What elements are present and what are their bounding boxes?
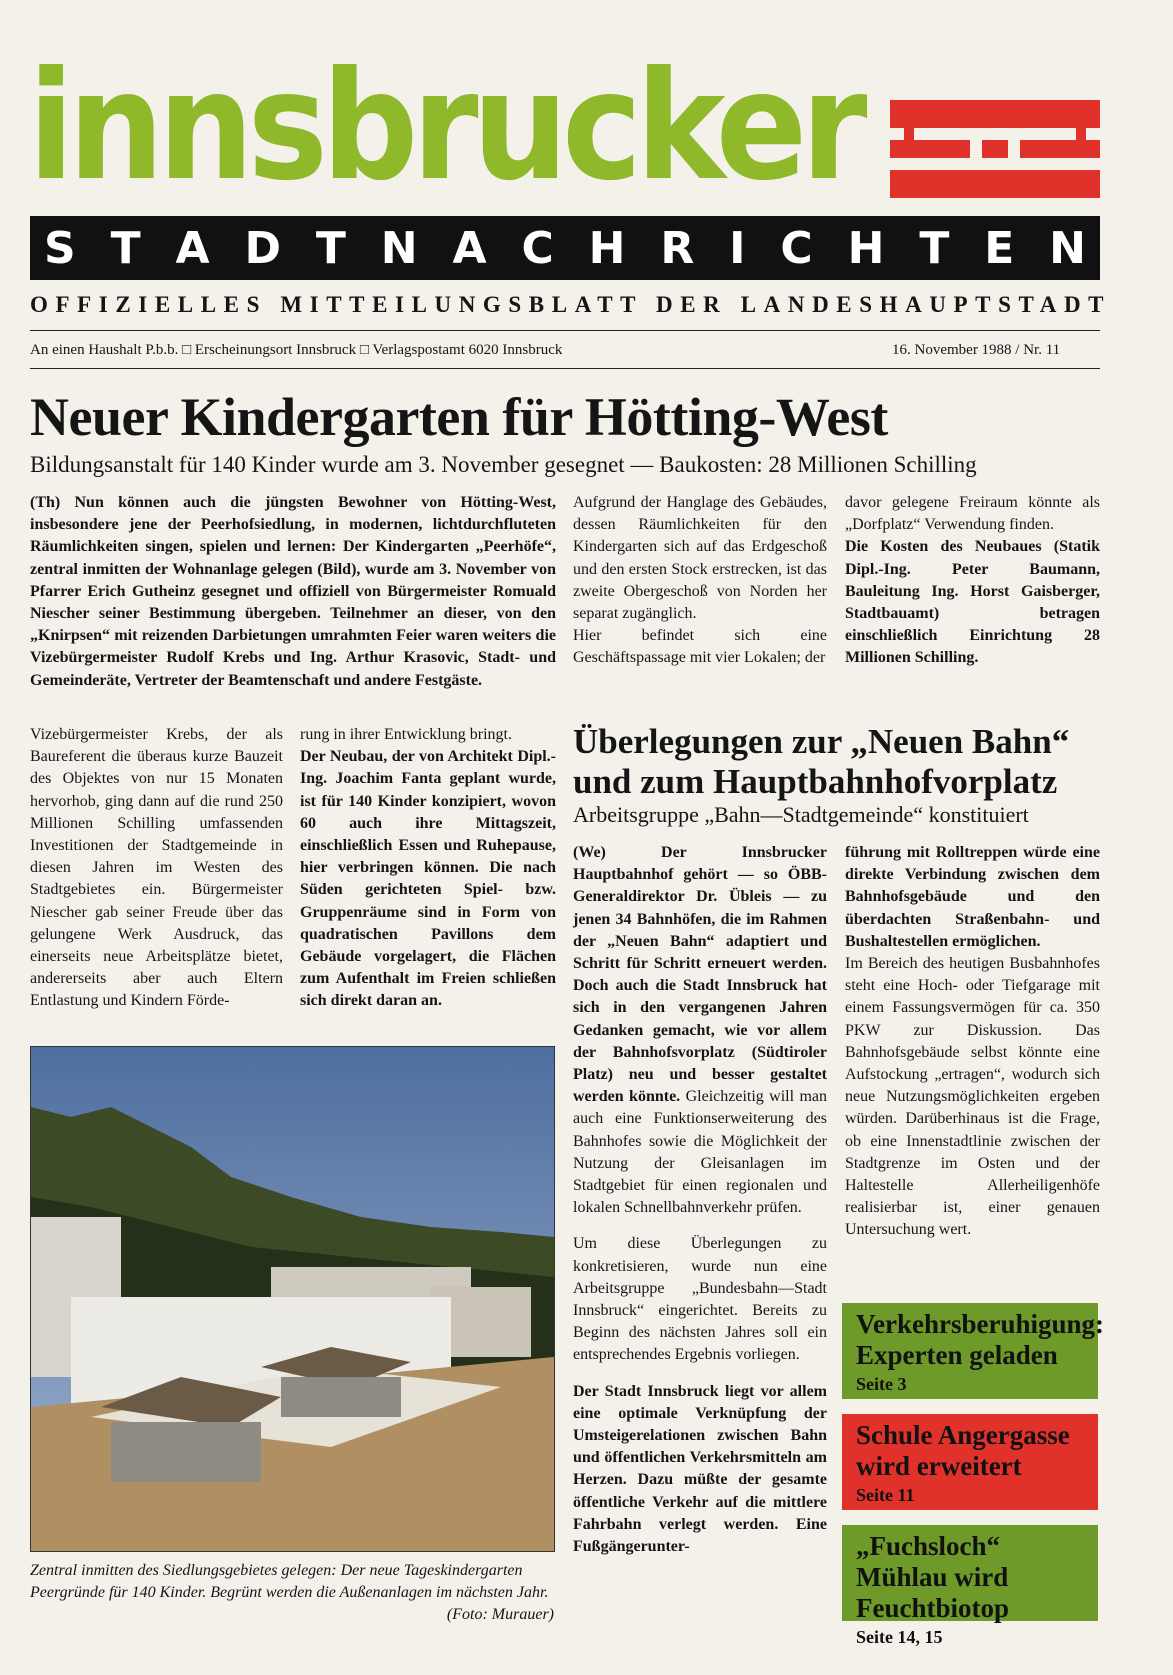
kindergarten-photo <box>30 1046 555 1552</box>
article2-column-2 <box>845 842 1100 1242</box>
column-text: Hier befindet sich eine Geschäftspassage mit vier Lokalen; der <box>573 627 827 667</box>
main-deck: Bildungsanstalt für 140 Kinder wurde am 3. November gesegnet — Baukosten: 28 Millionen Schilling <box>30 452 977 477</box>
article-column-1: Vizebürgermeister Krebs, der als Baureferent die überaus kurze Bauzeit des Objektes von nur 15 Monaten hervorhob, ging dann auf die rund 250 Millionen Schilling umfassenden Investitionen der Stadtgemeinde in diesen Jahren im Westen des Stadtgebietes ein. Bürgermeister Niescher gab seiner Freude über das gelungene Werk Ausdruck, das einerseits neue Arbeitsplätze bietet, andererseits aber auch Eltern Entlastung und Kindern Förde- <box>30 726 283 1010</box>
article-column-3 <box>573 492 827 670</box>
band-letter: A <box>452 222 487 274</box>
city-emblem-icon <box>890 100 1100 200</box>
column-text: Um diese Überlegungen zu konkretisieren, wurde nun eine Arbeitsgruppe „Bundesbahn—Stadt Innsbruck“ eingerichtet. Bereits zu Beginn des nächsten Jahres soll ein entsprechendes Ergebnis vorliegen. <box>573 1235 827 1364</box>
column-text-bold: (We) Der Innsbrucker Hauptbahnhof gehört — so ÖBB-Generaldirektor Dr. Übleis — zu jenen 34 Bahnhöfen, die im Rahmen der „Neuen Bahn“ adaptiert und Schritt für Schritt erneuert werden. Doch auch die Stadt Innsbruck hat sich in den vergangenen Jahren Gedanken gemacht, wie vor allem der Bahnhofsvorplatz (Südtiroler Platz) neu und besser gestaltet werden könnte. <box>573 844 827 1106</box>
column-text-bold: Der Stadt Innsbruck liegt vor allem eine optimale Verknüpfung der Umsteigerelationen zwischen Bahn und öffentlichen Verkehrsmitteln am Herzen. Dazu müßte der gesamte öffentliche Verkehr auf die mittlere Fahrbahn verlegt werden. Eine Fußgängerunter- <box>573 1382 827 1556</box>
teaser-title: Verkehrsberuhigung: Experten geladen <box>856 1309 1105 1370</box>
teaser-box[interactable] <box>842 1303 1105 1399</box>
teaser-page: Seite 3 <box>856 1374 907 1394</box>
teaser-title: Schule Angergasse wird erweitert <box>856 1420 1070 1481</box>
teaser-page: Seite 11 <box>856 1485 915 1505</box>
photo-credit: (Foto: Murauer) <box>446 1606 554 1623</box>
article2-column-1 <box>573 842 827 1558</box>
band-letter: E <box>984 222 1015 274</box>
teaser-title: „Fuchsloch“ Mühlau wird Feuchtbiotop <box>856 1531 1010 1623</box>
band-letter: T <box>110 222 141 274</box>
band-letter: S <box>44 222 76 274</box>
article-column-2 <box>300 724 556 1013</box>
band-letter: H <box>588 222 626 274</box>
teaser-box[interactable] <box>842 1525 1098 1647</box>
band-title <box>30 216 1100 280</box>
band-letter: T <box>315 222 346 274</box>
column-text-bold: Der Neubau, der von Architekt Dipl.-Ing. Joachim Fanta geplant wurde, ist für 140 Kinder konzipiert, wovon 60 auch ihre Mittagszeit, einschließlich Essen und Ruhepause, hier verbringen können. Die nach Süden gerichteten Spiel- bzw. Gruppenräume sind in Form von quadratischen Pavillons dem Gebäude vorgelagert, die Flächen zum Aufenthalt im Freien schließen sich direkt daran an. <box>300 748 556 1010</box>
band-letter: D <box>244 222 281 274</box>
column-text: Aufgrund der Hanglage des Gebäudes, dessen Räumlichkeiten für den Kindergarten sich auf das Erdgeschoß und den ersten Stock erstrecken, ist das zweite Obergeschoß von Norden her separat zugänglich. <box>573 494 827 623</box>
column-text: Im Bereich des heutigen Busbahnhofes steht eine Hoch- oder Tiefgarage mit einem Fassungsvermögen für ca. 350 PKW zur Diskussion. Das Bahnhofsgebäude selbst könnte eine Aufstockung „ertragen“, wodurch sich neue Nutzungsmöglichkeiten ergeben würden. Darüberhinaus ist die Frage, ob eine Innenstadtlinie zwischen der Stadtgrenze im Osten und der Haltestelle Allerheiligenhöfe realisierbar ist, einer genauen Untersuchung wert. <box>845 955 1100 1239</box>
main-headline: Neuer Kindergarten für Hötting-West <box>30 387 888 447</box>
divider <box>30 330 1100 331</box>
masthead-subtitle: OFFIZIELLES MITTEILUNGSBLATT DER LANDESHAUPTSTADT <box>30 292 1112 317</box>
photo-caption <box>30 1560 554 1626</box>
masthead-logo: innsbrucker <box>28 40 862 214</box>
postal-info: An einen Haushalt P.b.b. □ Erscheinungsort Innsbruck □ Verlagspostamt 6020 Innsbruck <box>30 342 563 358</box>
band-letter: C <box>780 222 813 274</box>
teaser-box[interactable] <box>842 1414 1098 1510</box>
band-letter: T <box>919 222 950 274</box>
band-letter: R <box>660 222 695 274</box>
teaser-page: Seite 14, 15 <box>856 1627 943 1647</box>
column-text: rung in ihrer Entwicklung bringt. <box>300 726 512 743</box>
column-text-bold: führung mit Rolltreppen würde eine direkte Verbindung zwischen dem Bahnhofsgebäude und den überdachten Straßenbahn- und Bushaltestellen ermöglichen. <box>845 844 1100 950</box>
article-column-4 <box>845 492 1100 670</box>
band-letter: H <box>847 222 885 274</box>
caption-text: Zentral inmitten des Siedlungsgebietes gelegen: Der neue Tageskindergarten Peergründe für 140 Kinder. Begrünt werden die Außenanlagen im nächsten Jahr. <box>30 1562 549 1601</box>
divider <box>30 368 1100 369</box>
secondary-deck: Arbeitsgruppe „Bahn—Stadtgemeinde“ konstituiert <box>573 802 1029 827</box>
band-letter: A <box>175 222 210 274</box>
column-text-bold: Die Kosten des Neubaues (Statik Dipl.-Ing. Peter Baumann, Bauleitung Ing. Horst Gaisberger, Stadtbauamt) betragen einschließlich Einrichtung 28 Millionen Schilling. <box>845 538 1100 667</box>
lead-paragraph: (Th) Nun können auch die jüngsten Bewohner von Hötting-West, insbesondere jene der Peerhofsiedlung, in modernen, lichtdurchfluteten Räumlichkeiten singen, spielen und lernen: Der Kindergarten „Peerhöfe“, zentral inmitten der Wohnanlage gelegen (Bild), wurde am 3. November von Pfarrer Erich Gutheinz gesegnet und offiziell von Bürgermeister Romuald Niescher seiner Bestimmung übergeben. Teilnehmer an dieser, von den „Knirpsen“ mit reizenden Darbietungen umrahmten Feier waren weiters die Vizebürgermeister Rudolf Krebs und Ing. Arthur Krasovic, Stadt- und Gemeinderäte, Vertreter der Beamtenschaft und andere Festgäste. <box>30 494 556 689</box>
secondary-headline: Überlegungen zur „Neuen Bahn“ und zum Hauptbahnhofvorplatz <box>573 722 1070 801</box>
band-letter: N <box>380 222 418 274</box>
band-letter: N <box>1049 222 1086 274</box>
column-text: Gleichzeitig will man auch eine Funktionserweiterung des Bahnhofes sowie die Möglichkeit der Nutzung der Gleisanlagen im Stadtgebiet für einen regionalen und lokalen Schnellbahnverkehr prüfen. <box>573 1088 828 1217</box>
issue-date: 16. November 1988 / Nr. 11 <box>892 342 1061 358</box>
column-text: davor gelegene Freiraum könnte als „Dorfplatz“ Verwendung finden. <box>845 494 1100 534</box>
band-letter: C <box>521 222 554 274</box>
band-letter: I <box>729 222 746 274</box>
